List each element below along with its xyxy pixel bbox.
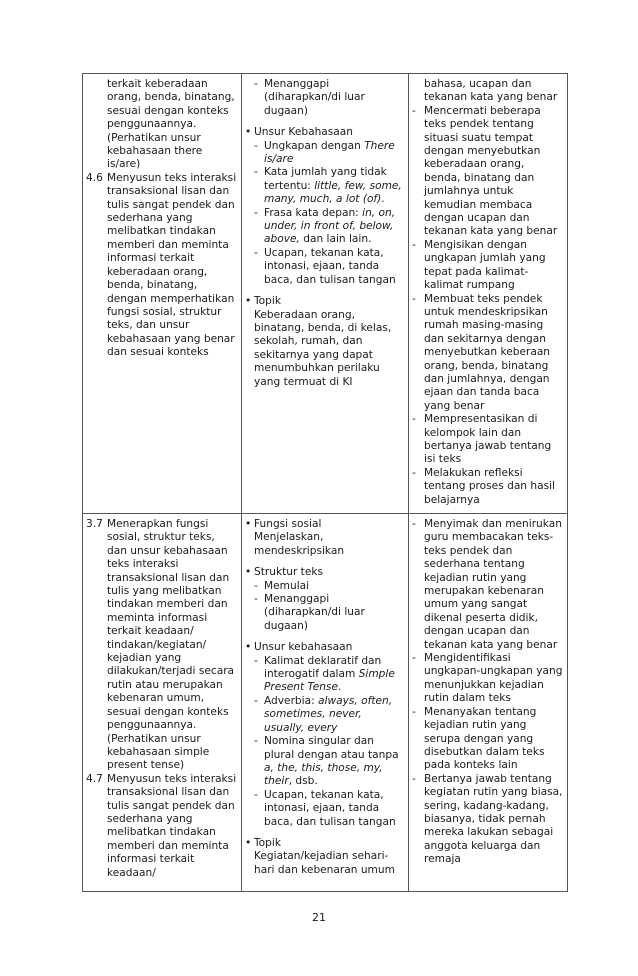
section-heading-fungsi: • Fungsi sosial xyxy=(245,518,322,530)
material-dash-item: - Nomina singular dan plural dengan atau tanpa a, the, this, those, my, their, dsb. xyxy=(254,735,399,788)
material-dash-item: - Ucapan, tekanan kata, intonasi, ejaan, tanda baca, dan tulisan tangan xyxy=(254,788,396,828)
competency-3-7 xyxy=(86,518,238,773)
activity-item: - Membuat teks pendek untuk mendeskripsikan rumah masing-masing dan sekitarnya dengan menyebutkan keberaan orang, benda, binatang dan jumlahnya, dengan ejaan dan tanda baca yang benar xyxy=(412,292,551,412)
table-row xyxy=(83,514,568,892)
material-dash-item: - Adverbia: always, often, sometimes, never, usually, every xyxy=(254,694,393,734)
bullet-icon: • xyxy=(245,641,252,654)
section-heading-topik: • Topik xyxy=(245,836,281,849)
competency-cell xyxy=(83,74,242,514)
material-dash-item: - Kata jumlah yang tidak tertentu: little, few, some, many, much, a lot (of). xyxy=(254,166,402,206)
competency-text: Menyusun teks interaksi transaksional lisan dan tulis sangat pendek dan sederhana yang melibatkan tindakan memberi dan meminta informasi terkait keadaan/ xyxy=(107,772,237,879)
activity-cell xyxy=(409,514,568,892)
fungsi-text: Menjelaskan, mendeskripsikan xyxy=(254,531,345,557)
activity-item: - Mengidentifikasi ungkapan-ungkapan yang menunjukkan kejadian rutin dalam teks xyxy=(412,652,563,705)
material-dash-item: - Menanggapi (diharapkan/di luar dugaan) xyxy=(254,78,365,117)
activity-item: - Mencermati beberapa teks pendek tentang situasi suatu tempat dengan menyebutkan keberadaan orang, benda, binatang dan jumlahnya untuk kemudian membaca dengan ucapan dan tekanan kata yang benar xyxy=(412,104,558,238)
section-heading-struktur: • Struktur teks xyxy=(245,566,323,579)
section-heading-topik: • Topik xyxy=(245,295,281,308)
section-heading-unsur: • Unsur Kebahasaan xyxy=(245,126,354,139)
activity-item: - Bertanya jawab tentang kegiatan rutin yang biasa, sering, kadang-kadang, biasanya, tidak pernah mereka lakukan sebagai anggota keluarga dan remaja xyxy=(412,772,563,866)
bullet-icon: • xyxy=(245,836,252,849)
activity-item: - Mempresentasikan di kelompok lain dan bertanya jawab tentang isi teks xyxy=(412,413,552,466)
material-dash-item: - Frasa kata depan: in, on, under, in front of, below, above, dan lain lain. xyxy=(254,206,396,246)
competency-number: 4.7 xyxy=(86,772,103,785)
activity-item: - Melakukan refleksi tentang proses dan hasil belajarnya xyxy=(412,466,555,506)
competency-continuation: terkait keberadaan orang, benda, binatang, sesuai dengan konteks penggunaannya. (Perhatikan unsur kebahasaan there is/are) xyxy=(107,78,235,171)
competency-text: Menyusun teks interaksi transaksional lisan dan tulis sangat pendek dan sederhana yang melibatkan tindakan memberi dan meminta informasi terkait keberadaan orang, benda, binatang, dengan memperhatikan fungsi sosial, struktur teks, dan unsur kebahasaan yang benar dan sesuai konteks xyxy=(107,171,237,359)
page-number: 21 xyxy=(312,911,326,924)
section-heading-unsur: • Unsur kebahasaan xyxy=(245,641,353,654)
activity-item: - Menanyakan tentang kejadian rutin yang serupa dengan yang disebutkan dalam teks pada konteks lain xyxy=(412,705,545,772)
material-dash-item: - Menanggapi (diharapkan/di luar dugaan) xyxy=(254,593,365,632)
material-cell xyxy=(242,514,409,892)
material-dash-item: - Memulai xyxy=(254,579,310,592)
competency-cell xyxy=(83,514,242,892)
material-dash-item: - Ucapan, tekanan kata, intonasi, ejaan, tanda baca, dan tulisan tangan xyxy=(254,246,396,286)
bullet-icon: • xyxy=(245,566,252,579)
competency-text: Menerapkan fungsi sosial, struktur teks, dan unsur kebahasaan teks interaksi transaksional lisan dan tulis yang melibatkan tindakan memberi dan meminta informasi terkait keadaan/ tindakan/kegiatan/ kejadian yang dilakukan/terjadi secara rutin atau merupakan kebenaran umum, sesuai dengan konteks penggunaannya. (Perhatikan unsur kebahasaan simple present tense) xyxy=(107,518,235,772)
material-dash-item: - Kalimat deklaratif dan interogatif dalam Simple Present Tense. xyxy=(254,654,395,694)
activity-cell xyxy=(409,74,568,514)
topik-text: Keberadaan orang, binatang, benda, di kelas, sekolah, rumah, dan sekitarnya yang dapat menumbuhkan perilaku yang termuat di KI xyxy=(254,308,392,388)
material-dash-item: - Ungkapan dengan There is/are xyxy=(254,139,395,166)
bullet-icon: • xyxy=(245,518,252,530)
topik-text: Kegiatan/kejadian sehari-hari dan kebenaran umum xyxy=(254,850,395,876)
competency-4-6 xyxy=(86,172,238,360)
syllabus-table xyxy=(82,73,568,892)
competency-4-7 xyxy=(86,773,238,880)
activity-continuation: bahasa, ucapan dan tekanan kata yang benar xyxy=(424,78,558,104)
activity-item: - Menyimak dan menirukan guru membacakan teks-teks pendek dan sederhana tentang kejadian rutin yang merupakan kebenaran umum yang sangat dikenal peserta didik, dengan ucapan dan tekanan kata yang benar xyxy=(412,518,562,651)
bullet-icon: • xyxy=(245,295,252,308)
activity-item: - Mengisikan dengan ungkapan jumlah yang tepat pada kalimat-kalimat rumpang xyxy=(412,238,546,292)
material-cell xyxy=(242,74,409,514)
bullet-icon: • xyxy=(245,126,252,139)
competency-number: 4.6 xyxy=(86,171,103,184)
table-row xyxy=(83,74,568,514)
competency-number: 3.7 xyxy=(86,518,103,530)
